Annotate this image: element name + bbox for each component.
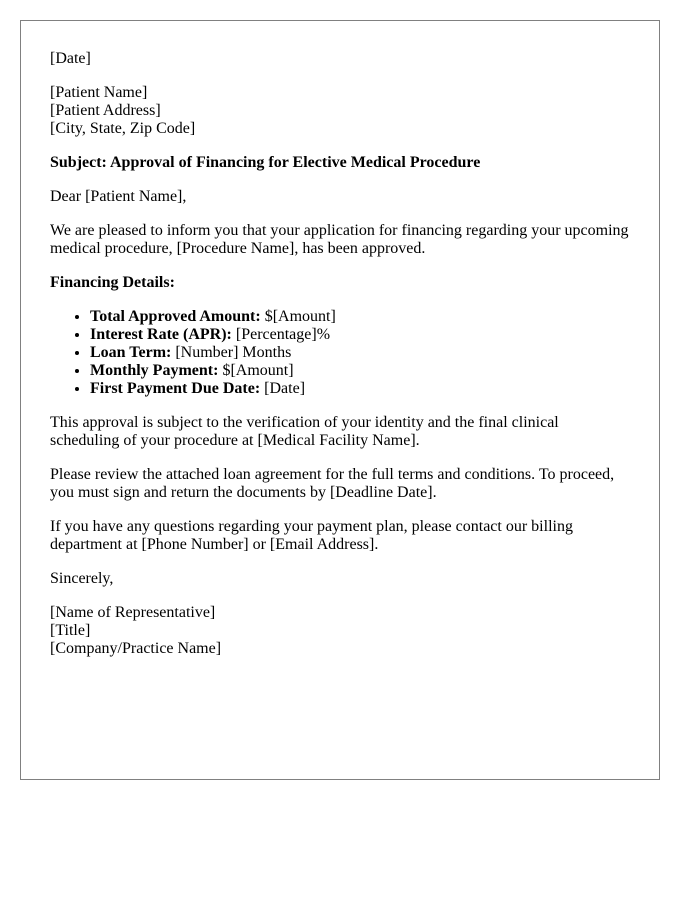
representative-name: [Name of Representative] [50, 604, 216, 621]
salutation: Dear [Patient Name], [50, 188, 187, 205]
detail-item-monthly-payment [90, 362, 631, 380]
detail-value: $[Amount] [260, 308, 336, 325]
financing-details-heading: Financing Details: [50, 274, 175, 291]
detail-item-total-amount [90, 308, 631, 326]
letter-date: [Date] [50, 50, 91, 67]
recipient-city-state-zip: [City, State, Zip Code] [50, 120, 196, 137]
detail-label: Monthly Payment: [90, 362, 219, 379]
verification-paragraph: This approval is subject to the verification of your identity and the final clinical scheduling of your procedure at [Medical Facility Name]. [50, 414, 559, 449]
detail-item-first-payment-date [90, 380, 631, 398]
detail-item-interest-rate [90, 326, 631, 344]
company-name: [Company/Practice Name] [50, 640, 222, 657]
detail-label: Loan Term: [90, 344, 172, 361]
representative-title: [Title] [50, 622, 91, 639]
letter-page [20, 20, 660, 780]
detail-value: [Date] [260, 380, 306, 397]
detail-value: [Percentage]% [231, 326, 331, 343]
review-paragraph: Please review the attached loan agreement for the full terms and conditions. To proceed, you must sign and return the documents by [Deadline Date]. [50, 466, 615, 501]
closing: Sincerely, [50, 570, 114, 587]
intro-paragraph: We are pleased to inform you that your application for financing regarding your upcoming medical procedure, [Procedure Name], has been approved. [50, 222, 629, 257]
detail-value: [Number] Months [171, 344, 292, 361]
detail-item-loan-term [90, 344, 631, 362]
financing-details-list [50, 308, 631, 398]
detail-label: First Payment Due Date: [90, 380, 261, 397]
detail-label: Interest Rate (APR): [90, 326, 232, 343]
detail-label: Total Approved Amount: [90, 308, 261, 325]
recipient-address: [Patient Address] [50, 102, 161, 119]
recipient-name: [Patient Name] [50, 84, 148, 101]
recipient-block [50, 84, 631, 138]
letter-subject: Subject: Approval of Financing for Elective Medical Procedure [50, 154, 481, 171]
signature-block [50, 604, 631, 658]
questions-paragraph: If you have any questions regarding your payment plan, please contact our billing department at [Phone Number] or [Email Address]. [50, 518, 573, 553]
detail-value: $[Amount] [218, 362, 294, 379]
